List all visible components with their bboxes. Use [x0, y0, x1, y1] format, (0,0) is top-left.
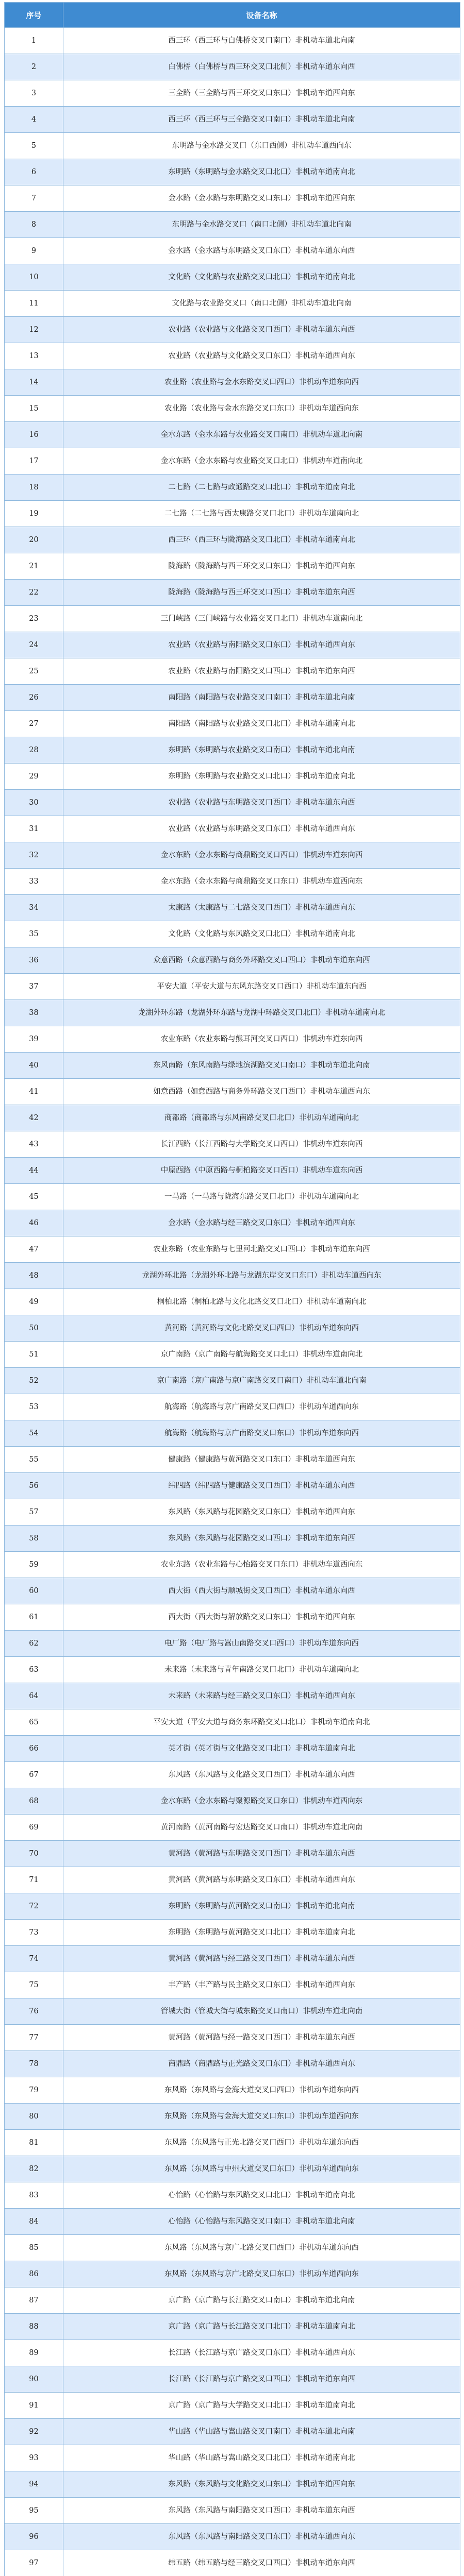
device-name-cell: 东风路（东风路与金海大道交叉口西口）非机动车道东向西: [63, 2077, 460, 2104]
row-index-cell: 77: [5, 2025, 63, 2051]
table-row: [5, 947, 460, 974]
device-name-cell: 农业路（农业路与东明路交叉口西口）非机动车道东向西: [63, 790, 460, 816]
table-row: [5, 238, 460, 264]
table-row: [5, 212, 460, 238]
table-body: [5, 28, 460, 2576]
row-index-cell: 1: [5, 28, 63, 54]
device-name-cell: 西三环（西三环与三全路交叉口南口）非机动车道北向南: [63, 107, 460, 133]
table-row: [5, 1105, 460, 1131]
row-index-cell: 44: [5, 1158, 63, 1184]
table-row: [5, 869, 460, 895]
table-row: [5, 1998, 460, 2025]
row-index-cell: 96: [5, 2524, 63, 2550]
table-row: [5, 107, 460, 133]
row-index-cell: 13: [5, 343, 63, 369]
device-name-cell: 农业路（农业路与南阳路交叉口西口）非机动车道东向西: [63, 658, 460, 685]
device-name-cell: 京广南路（京广南路与航海路交叉口北口）非机动车道南向北: [63, 1342, 460, 1368]
table-row: [5, 1420, 460, 1447]
table-row: [5, 2419, 460, 2445]
row-index-cell: 89: [5, 2340, 63, 2366]
table-row: [5, 1946, 460, 1972]
table-row: [5, 1762, 460, 1788]
row-index-cell: 47: [5, 1236, 63, 1263]
row-index-cell: 40: [5, 1053, 63, 1079]
device-name-cell: 东风路（东风路与花园路交叉口东口）非机动车道西向东: [63, 1499, 460, 1526]
table-row: [5, 1604, 460, 1631]
device-name-cell: 英才街（英才街与文化路交叉口北口）非机动车道南向北: [63, 1736, 460, 1762]
device-name-cell: 金水路（金水路与经三路交叉口东口）非机动车道西向东: [63, 1210, 460, 1236]
device-name-cell: 西三环（西三环与白佛桥交叉口南口）非机动车道北向南: [63, 28, 460, 54]
row-index-cell: 56: [5, 1473, 63, 1499]
table-row: [5, 764, 460, 790]
device-name-cell: 未来路（未来路与青年南路交叉口北口）非机动车道南向北: [63, 1657, 460, 1683]
row-index-cell: 41: [5, 1079, 63, 1105]
row-index-cell: 15: [5, 396, 63, 422]
device-name-cell: 东风路（东风路与花园路交叉口西口）非机动车道东向西: [63, 1526, 460, 1552]
table-row: [5, 80, 460, 107]
row-index-cell: 83: [5, 2182, 63, 2209]
table-row: [5, 1657, 460, 1683]
device-name-cell: 一马路（一马路与陇海东路交叉口北口）非机动车道南向北: [63, 1184, 460, 1210]
device-name-cell: 西大街（西大街与解放路交叉口东口）非机动车道西向东: [63, 1604, 460, 1631]
device-name-cell: 东风路（东风路与金海大道交叉口东口）非机动车道西向东: [63, 2104, 460, 2130]
table-row: [5, 2209, 460, 2235]
row-index-cell: 23: [5, 606, 63, 632]
table-row: [5, 974, 460, 1000]
device-name-cell: 东风路（东风路与文化路交叉口东口）非机动车道西向东: [63, 2471, 460, 2498]
table-row: [5, 2550, 460, 2576]
device-name-cell: 龙湖外环北路（龙湖外环北路与龙湖东岸交叉口东口）非机动车道西向东: [63, 1263, 460, 1289]
device-name-cell: 心怡路（心怡路与东风路交叉口南口）非机动车道北向南: [63, 2209, 460, 2235]
device-name-cell: 文化路（文化路与东风路交叉口北口）非机动车道南向北: [63, 921, 460, 947]
table-row: [5, 422, 460, 448]
table-row: [5, 369, 460, 396]
device-name-cell: 农业东路（农业东路与七里河北路交叉口西口）非机动车道东向西: [63, 1236, 460, 1263]
table-row: [5, 1867, 460, 1893]
table-row: [5, 1263, 460, 1289]
row-index-cell: 75: [5, 1972, 63, 1998]
row-index-cell: 80: [5, 2104, 63, 2130]
row-index-cell: 2: [5, 54, 63, 80]
device-name-cell: 三门峡路（三门峡路与农业路交叉口北口）非机动车道南向北: [63, 606, 460, 632]
row-index-cell: 93: [5, 2445, 63, 2471]
device-name-cell: 农业路（农业路与东明路交叉口东口）非机动车道西向东: [63, 816, 460, 842]
table-row: [5, 1236, 460, 1263]
table-row: [5, 2261, 460, 2287]
table-row: [5, 1473, 460, 1499]
device-name-cell: 龙湖外环东路（龙湖外环东路与龙湖中环路交叉口北口）非机动车道南向北: [63, 1000, 460, 1026]
row-index-cell: 29: [5, 764, 63, 790]
device-name-cell: 农业路（农业路与金水东路交叉口西口）非机动车道东向西: [63, 369, 460, 396]
table-row: [5, 2524, 460, 2550]
row-index-cell: 62: [5, 1631, 63, 1657]
table-row: [5, 2393, 460, 2419]
row-index-cell: 25: [5, 658, 63, 685]
device-name-cell: 商鼎路（商鼎路与正光路交叉口东口）非机动车道西向东: [63, 2051, 460, 2077]
table-row: [5, 1184, 460, 1210]
device-name-cell: 黄河南路（黄河南路与宏达路交叉口南口）非机动车道北向南: [63, 1815, 460, 1841]
row-index-cell: 21: [5, 553, 63, 580]
row-index-cell: 91: [5, 2393, 63, 2419]
device-name-cell: 东风路（东风路与中州大道交叉口东口）非机动车道西向东: [63, 2156, 460, 2182]
row-index-cell: 70: [5, 1841, 63, 1867]
row-index-cell: 61: [5, 1604, 63, 1631]
device-name-cell: 黄河路（黄河路与东明路交叉口东口）非机动车道西向东: [63, 1867, 460, 1893]
table-row: [5, 658, 460, 685]
device-name-cell: 丰产路（丰产路与民主路交叉口东口）非机动车道西向东: [63, 1972, 460, 1998]
device-name-cell: 管城大街（管城大街与城东路交叉口南口）非机动车道北向南: [63, 1998, 460, 2025]
device-name-cell: 南阳路（南阳路与农业路交叉口南口）非机动车道北向南: [63, 685, 460, 711]
table-row: [5, 842, 460, 869]
row-index-cell: 58: [5, 1526, 63, 1552]
table-row: [5, 2156, 460, 2182]
row-index-cell: 51: [5, 1342, 63, 1368]
row-index-cell: 54: [5, 1420, 63, 1447]
device-name-cell: 黄河路（黄河路与经一路交叉口西口）非机动车道东向西: [63, 2025, 460, 2051]
table-row: [5, 1499, 460, 1526]
table-row: [5, 264, 460, 291]
table-row: [5, 317, 460, 343]
table-row: [5, 54, 460, 80]
device-name-cell: 如意西路（如意西路与商务外环路交叉口西口）非机动车道西向东: [63, 1079, 460, 1105]
row-index-cell: 71: [5, 1867, 63, 1893]
row-index-cell: 26: [5, 685, 63, 711]
device-name-cell: 农业路（农业路与金水东路交叉口东口）非机动车道西向东: [63, 396, 460, 422]
table-row: [5, 474, 460, 501]
device-name-cell: 航海路（航海路与京广南路交叉口西口）非机动车道西向东: [63, 1394, 460, 1420]
device-name-cell: 东风路（东风路与文化路交叉口西口）非机动车道东向西: [63, 1762, 460, 1788]
table-row: [5, 1210, 460, 1236]
row-index-cell: 16: [5, 422, 63, 448]
device-name-cell: 京广路（京广路与长江路交叉口北口）非机动车道南向北: [63, 2314, 460, 2340]
table-row: [5, 2340, 460, 2366]
device-name-cell: 商都路（商都路与东风南路交叉口北口）非机动车道南向北: [63, 1105, 460, 1131]
row-index-cell: 38: [5, 1000, 63, 1026]
row-index-cell: 33: [5, 869, 63, 895]
device-name-cell: 电厂路（电厂路与嵩山南路交叉口西口）非机动车道东向西: [63, 1631, 460, 1657]
row-index-cell: 67: [5, 1762, 63, 1788]
table-row: [5, 685, 460, 711]
device-name-cell: 未来路（未来路与经三路交叉口东口）非机动车道西向东: [63, 1683, 460, 1709]
row-index-cell: 35: [5, 921, 63, 947]
table-row: [5, 2077, 460, 2104]
row-index-cell: 3: [5, 80, 63, 107]
table-row: [5, 2471, 460, 2498]
table-row: [5, 921, 460, 947]
table-row: [5, 895, 460, 921]
device-name-cell: 众意西路（众意西路与商务外环路交叉口西口）非机动车道东向西: [63, 947, 460, 974]
device-name-cell: 东风南路（东风南路与绿地滨湖路交叉口南口）非机动车道北向南: [63, 1053, 460, 1079]
row-index-cell: 66: [5, 1736, 63, 1762]
device-name-cell: 东明路（东明路与金水路交叉口北口）非机动车道南向北: [63, 159, 460, 185]
row-index-cell: 27: [5, 711, 63, 737]
device-name-cell: 农业路（农业路与南阳路交叉口东口）非机动车道西向东: [63, 632, 460, 658]
row-index-cell: 82: [5, 2156, 63, 2182]
table-row: [5, 343, 460, 369]
row-index-cell: 42: [5, 1105, 63, 1131]
row-index-cell: 18: [5, 474, 63, 501]
table-row: [5, 711, 460, 737]
device-name-cell: 农业东路（农业东路与熊耳河交叉口西口）非机动车道东向西: [63, 1026, 460, 1053]
row-index-cell: 30: [5, 790, 63, 816]
column-header-device-name: 设备名称: [63, 3, 460, 28]
device-name-cell: 陇海路（陇海路与西三环交叉口西口）非机动车道东向西: [63, 580, 460, 606]
table-row: [5, 1026, 460, 1053]
table-row: [5, 2498, 460, 2524]
table-row: [5, 1053, 460, 1079]
row-index-cell: 46: [5, 1210, 63, 1236]
table-row: [5, 2025, 460, 2051]
device-name-cell: 华山路（华山路与嵩山路交叉口南口）非机动车道北向南: [63, 2419, 460, 2445]
device-name-cell: 东风路（东风路与京广北路交叉口东口）非机动车道西向东: [63, 2261, 460, 2287]
device-table: [4, 2, 460, 2576]
row-index-cell: 64: [5, 1683, 63, 1709]
row-index-cell: 81: [5, 2130, 63, 2156]
device-name-cell: 黄河路（黄河路与经三路交叉口西口）非机动车道东向西: [63, 1946, 460, 1972]
table-row: [5, 1079, 460, 1105]
row-index-cell: 84: [5, 2209, 63, 2235]
row-index-cell: 32: [5, 842, 63, 869]
device-name-cell: 南阳路（南阳路与农业路交叉口北口）非机动车道南向北: [63, 711, 460, 737]
device-name-cell: 京广路（京广路与大学路交叉口北口）非机动车道南向北: [63, 2393, 460, 2419]
row-index-cell: 43: [5, 1131, 63, 1158]
row-index-cell: 50: [5, 1315, 63, 1342]
table-row: [5, 632, 460, 658]
row-index-cell: 45: [5, 1184, 63, 1210]
row-index-cell: 88: [5, 2314, 63, 2340]
row-index-cell: 11: [5, 291, 63, 317]
table-row: [5, 2366, 460, 2393]
row-index-cell: 78: [5, 2051, 63, 2077]
table-row: [5, 2287, 460, 2314]
row-index-cell: 87: [5, 2287, 63, 2314]
table-row: [5, 1683, 460, 1709]
table-row: [5, 1000, 460, 1026]
device-name-cell: 金水东路（金水东路与农业路交叉口南口）非机动车道北向南: [63, 422, 460, 448]
row-index-cell: 53: [5, 1394, 63, 1420]
row-index-cell: 92: [5, 2419, 63, 2445]
device-name-cell: 金水路（金水路与东明路交叉口东口）非机动车道东向西: [63, 238, 460, 264]
device-name-cell: 东明路与金水路交叉口（南口北侧）非机动车道北向南: [63, 212, 460, 238]
table-row: [5, 133, 460, 159]
device-name-cell: 华山路（华山路与嵩山路交叉口北口）非机动车道南向北: [63, 2445, 460, 2471]
table-row: [5, 2235, 460, 2261]
row-index-cell: 39: [5, 1026, 63, 1053]
device-name-cell: 航海路（航海路与京广南路交叉口东口）非机动车道东向西: [63, 1420, 460, 1447]
table-row: [5, 291, 460, 317]
table-row: [5, 606, 460, 632]
row-index-cell: 79: [5, 2077, 63, 2104]
device-name-cell: 健康路（健康路与黄河路交叉口东口）非机动车道西向东: [63, 1447, 460, 1473]
device-name-cell: 农业路（农业路与文化路交叉口东口）非机动车道西向东: [63, 343, 460, 369]
row-index-cell: 85: [5, 2235, 63, 2261]
device-name-cell: 三全路（三全路与西三环交叉口东口）非机动车道西向东: [63, 80, 460, 107]
device-name-cell: 黄河路（黄河路与东明路交叉口西口）非机动车道东向西: [63, 1841, 460, 1867]
table-row: [5, 816, 460, 842]
device-name-cell: 二七路（二七路与西太康路交叉口北口）非机动车道南向北: [63, 501, 460, 527]
row-index-cell: 90: [5, 2366, 63, 2393]
device-name-cell: 长江路（长江路与京广路交叉口西口）非机动车道东向西: [63, 2366, 460, 2393]
row-index-cell: 76: [5, 1998, 63, 2025]
row-index-cell: 4: [5, 107, 63, 133]
table-row: [5, 737, 460, 764]
table-row: [5, 448, 460, 474]
device-name-cell: 文化路与农业路交叉口（南口北侧）非机动车道北向南: [63, 291, 460, 317]
row-index-cell: 57: [5, 1499, 63, 1526]
table-row: [5, 185, 460, 212]
table-row: [5, 580, 460, 606]
row-index-cell: 72: [5, 1893, 63, 1920]
row-index-cell: 28: [5, 737, 63, 764]
row-index-cell: 19: [5, 501, 63, 527]
row-index-cell: 60: [5, 1578, 63, 1604]
device-name-cell: 白佛桥（白佛桥与西三环交叉口北侧）非机动车道东向西: [63, 54, 460, 80]
row-index-cell: 7: [5, 185, 63, 212]
device-name-cell: 东明路（东明路与黄河路交叉口北口）非机动车道南向北: [63, 1920, 460, 1946]
table-row: [5, 2182, 460, 2209]
device-name-cell: 文化路（文化路与农业路交叉口北口）非机动车道南向北: [63, 264, 460, 291]
device-name-cell: 陇海路（陇海路与西三环交叉口东口）非机动车道西向东: [63, 553, 460, 580]
device-name-cell: 农业东路（农业东路与心怡路交叉口东口）非机动车道西向东: [63, 1552, 460, 1578]
table-row: [5, 1131, 460, 1158]
row-index-cell: 73: [5, 1920, 63, 1946]
table-row: [5, 790, 460, 816]
table-row: [5, 1342, 460, 1368]
device-name-cell: 金水东路（金水东路与农业路交叉口北口）非机动车道南向北: [63, 448, 460, 474]
device-name-cell: 东风路（东风路与京广北路交叉口西口）非机动车道东向西: [63, 2235, 460, 2261]
table-row: [5, 1526, 460, 1552]
device-name-cell: 二七路（二七路与政通路交叉口北口）非机动车道南向北: [63, 474, 460, 501]
row-index-cell: 14: [5, 369, 63, 396]
device-name-cell: 东风路（东风路与南阳路交叉口东口）非机动车道西向东: [63, 2524, 460, 2550]
row-index-cell: 55: [5, 1447, 63, 1473]
device-name-cell: 桐柏北路（桐柏北路与文化北路交叉口北口）非机动车道南向北: [63, 1289, 460, 1315]
device-name-cell: 东明路（东明路与农业路交叉口南口）非机动车道北向南: [63, 737, 460, 764]
table-row: [5, 1736, 460, 1762]
device-name-cell: 心怡路（心怡路与东风路交叉口北口）非机动车道南向北: [63, 2182, 460, 2209]
table-row: [5, 28, 460, 54]
device-name-cell: 金水东路（金水东路与商鼎路交叉口西口）非机动车道东向西: [63, 842, 460, 869]
table-row: [5, 396, 460, 422]
device-name-cell: 西三环（西三环与陇海路交叉口北口）非机动车道南向北: [63, 527, 460, 553]
row-index-cell: 31: [5, 816, 63, 842]
table-row: [5, 1709, 460, 1736]
table-row: [5, 1394, 460, 1420]
device-name-cell: 长江路（长江路与京广路交叉口东口）非机动车道西向东: [63, 2340, 460, 2366]
row-index-cell: 95: [5, 2498, 63, 2524]
table-row: [5, 1158, 460, 1184]
table-row: [5, 2130, 460, 2156]
table-row: [5, 2051, 460, 2077]
device-name-cell: 黄河路（黄河路与文化北路交叉口西口）非机动车道东向西: [63, 1315, 460, 1342]
table-row: [5, 1972, 460, 1998]
row-index-cell: 63: [5, 1657, 63, 1683]
row-index-cell: 97: [5, 2550, 63, 2576]
row-index-cell: 52: [5, 1368, 63, 1394]
row-index-cell: 5: [5, 133, 63, 159]
row-index-cell: 37: [5, 974, 63, 1000]
device-name-cell: 东明路（东明路与农业路交叉口北口）非机动车道南向北: [63, 764, 460, 790]
table-row: [5, 1893, 460, 1920]
row-index-cell: 34: [5, 895, 63, 921]
device-name-cell: 金水东路（金水东路与聚源路交叉口东口）非机动车道西向东: [63, 1788, 460, 1815]
device-name-cell: 平安大道（平安大道与东风东路交叉口西口）非机动车道东向西: [63, 974, 460, 1000]
row-index-cell: 24: [5, 632, 63, 658]
row-index-cell: 8: [5, 212, 63, 238]
table-row: [5, 2314, 460, 2340]
table-row: [5, 1841, 460, 1867]
row-index-cell: 6: [5, 159, 63, 185]
table-row: [5, 1631, 460, 1657]
device-name-cell: 长江西路（长江西路与大学路交叉口西口）非机动车道东向西: [63, 1131, 460, 1158]
table-row: [5, 159, 460, 185]
row-index-cell: 74: [5, 1946, 63, 1972]
device-name-cell: 京广路（京广路与长江路交叉口南口）非机动车道北向南: [63, 2287, 460, 2314]
device-name-cell: 西大街（西大街与顺城街交叉口西口）非机动车道东向西: [63, 1578, 460, 1604]
table-row: [5, 1368, 460, 1394]
table-row: [5, 527, 460, 553]
device-name-cell: 东风路（东风路与正光北路交叉口西口）非机动车道东向西: [63, 2130, 460, 2156]
row-index-cell: 86: [5, 2261, 63, 2287]
row-index-cell: 94: [5, 2471, 63, 2498]
table-header: [5, 3, 460, 28]
header-row: [5, 3, 460, 28]
device-name-cell: 中原西路（中原西路与桐柏路交叉口西口）非机动车道东向西: [63, 1158, 460, 1184]
table-row: [5, 1788, 460, 1815]
device-name-cell: 京广南路（京广南路与京广南路交叉口南口）非机动车道北向南: [63, 1368, 460, 1394]
row-index-cell: 36: [5, 947, 63, 974]
row-index-cell: 12: [5, 317, 63, 343]
row-index-cell: 9: [5, 238, 63, 264]
row-index-cell: 10: [5, 264, 63, 291]
table-row: [5, 1552, 460, 1578]
row-index-cell: 17: [5, 448, 63, 474]
table-row: [5, 1315, 460, 1342]
table-row: [5, 553, 460, 580]
device-name-cell: 金水路（金水路与东明路交叉口东口）非机动车道西向东: [63, 185, 460, 212]
device-name-cell: 东明路（东明路与黄河路交叉口南口）非机动车道北向南: [63, 1893, 460, 1920]
device-name-cell: 东明路与金水路交叉口（东口西侧）非机动车道西向东: [63, 133, 460, 159]
table-row: [5, 1815, 460, 1841]
table-row: [5, 501, 460, 527]
device-name-cell: 太康路（太康路与二七路交叉口西口）非机动车道西向东: [63, 895, 460, 921]
row-index-cell: 69: [5, 1815, 63, 1841]
row-index-cell: 49: [5, 1289, 63, 1315]
device-name-cell: 平安大道（平安大道与商务东环路交叉口北口）非机动车道南向北: [63, 1709, 460, 1736]
device-name-cell: 金水东路（金水东路与商鼎路交叉口东口）非机动车道西向东: [63, 869, 460, 895]
row-index-cell: 68: [5, 1788, 63, 1815]
row-index-cell: 65: [5, 1709, 63, 1736]
device-name-cell: 农业路（农业路与文化路交叉口西口）非机动车道东向西: [63, 317, 460, 343]
row-index-cell: 22: [5, 580, 63, 606]
device-name-cell: 纬四路（纬四路与健康路交叉口西口）非机动车道东向西: [63, 1473, 460, 1499]
table-row: [5, 1578, 460, 1604]
table-row: [5, 2445, 460, 2471]
row-index-cell: 48: [5, 1263, 63, 1289]
table-row: [5, 2104, 460, 2130]
device-name-cell: 纬五路（纬五路与经三路交叉口西口）非机动车道东向西: [63, 2550, 460, 2576]
row-index-cell: 20: [5, 527, 63, 553]
table-row: [5, 1447, 460, 1473]
device-name-cell: 东风路（东风路与南阳路交叉口西口）非机动车道东向西: [63, 2498, 460, 2524]
row-index-cell: 59: [5, 1552, 63, 1578]
table-row: [5, 1920, 460, 1946]
table-row: [5, 1289, 460, 1315]
column-header-index: 序号: [5, 3, 63, 28]
